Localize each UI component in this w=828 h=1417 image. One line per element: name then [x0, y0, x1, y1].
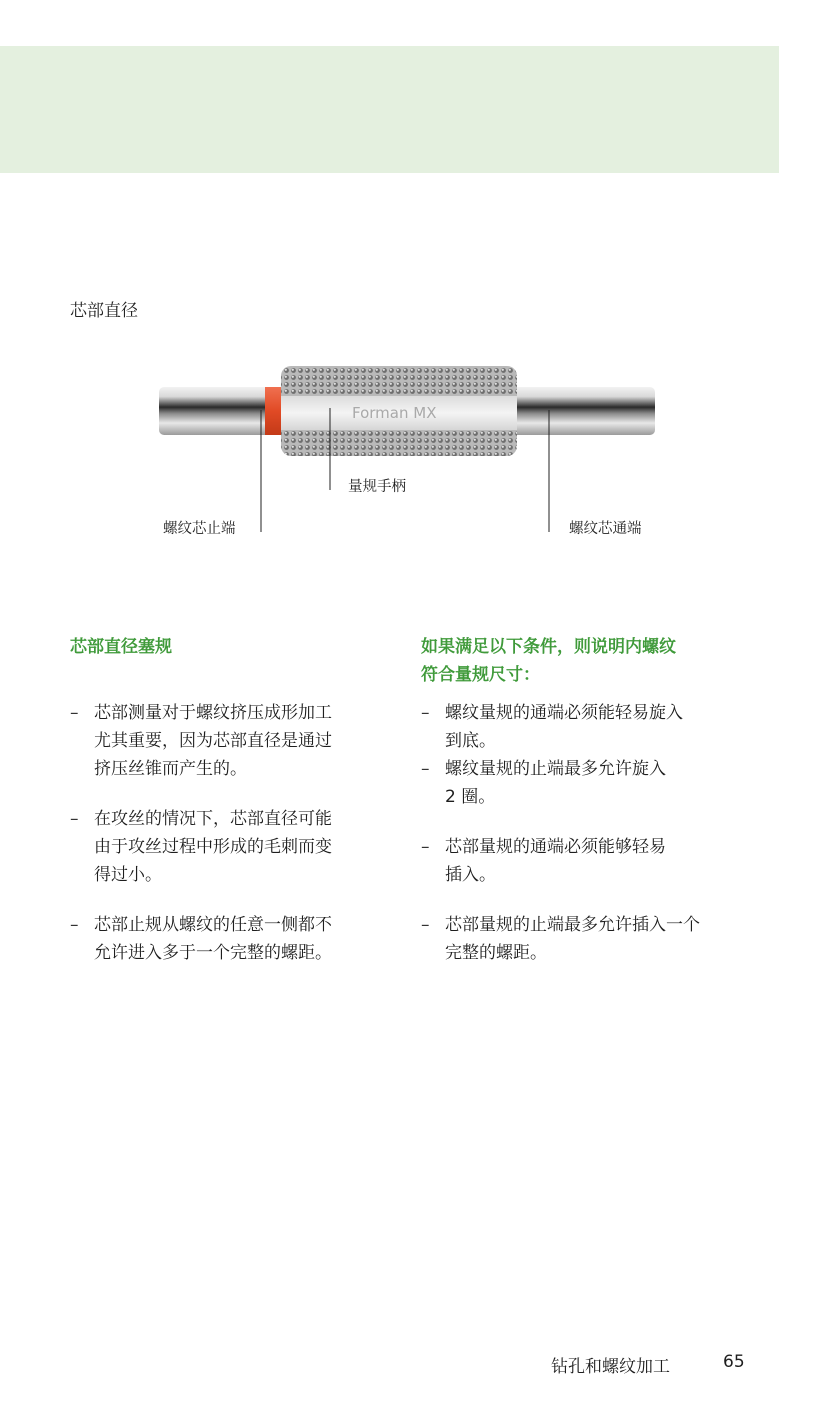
dash-marker: –	[70, 809, 79, 829]
dash-marker: –	[70, 915, 79, 935]
svg-text:Forman MX: Forman MX	[352, 404, 437, 422]
list-item: – 螺纹量规的通端必须能轻易旋入 到底。	[421, 699, 751, 755]
list-item: – 在攻丝的情况下，芯部直径可能 由于攻丝过程中形成的毛刺而变 得过小。	[70, 805, 380, 889]
dash-marker: –	[421, 837, 430, 857]
left-bullet-list	[70, 699, 380, 967]
list-item: – 芯部量规的止端最多允许插入一个 完整的螺距。	[421, 911, 751, 967]
callout-go-end: 螺纹芯通端	[569, 521, 642, 537]
footer-chapter-title: 钻孔和螺纹加工	[551, 1357, 670, 1377]
list-item: – 芯部测量对于螺纹挤压成形加工 尤其重要，因为芯部直径是通过 挤压丝锥而产生的。	[70, 699, 380, 783]
callout-gauge-handle: 量规手柄	[348, 479, 406, 495]
page-number: 65	[723, 1352, 745, 1372]
thread-gauge-figure	[150, 360, 670, 550]
left-heading: 芯部直径塞规	[70, 637, 172, 657]
list-item: – 芯部量规的通端必须能够轻易 插入。	[421, 833, 751, 889]
list-item: – 芯部止规从螺纹的任意一侧都不 允许进入多于一个完整的螺距。	[70, 911, 380, 967]
right-column	[421, 633, 751, 967]
list-item: – 螺纹量规的止端最多允许旋入 2 圈。	[421, 755, 751, 811]
dash-marker: –	[421, 915, 430, 935]
dash-marker: –	[421, 759, 430, 779]
dash-marker: –	[421, 703, 430, 723]
left-column	[70, 633, 380, 967]
section-title: 芯部直径	[70, 301, 138, 321]
callout-no-go-end: 螺纹芯止端	[163, 521, 236, 537]
header-band	[0, 46, 779, 173]
right-bullet-list	[421, 699, 751, 967]
right-heading: 如果满足以下条件，则说明内螺纹 符合量规尺寸：	[421, 637, 676, 685]
dash-marker: –	[70, 703, 79, 723]
